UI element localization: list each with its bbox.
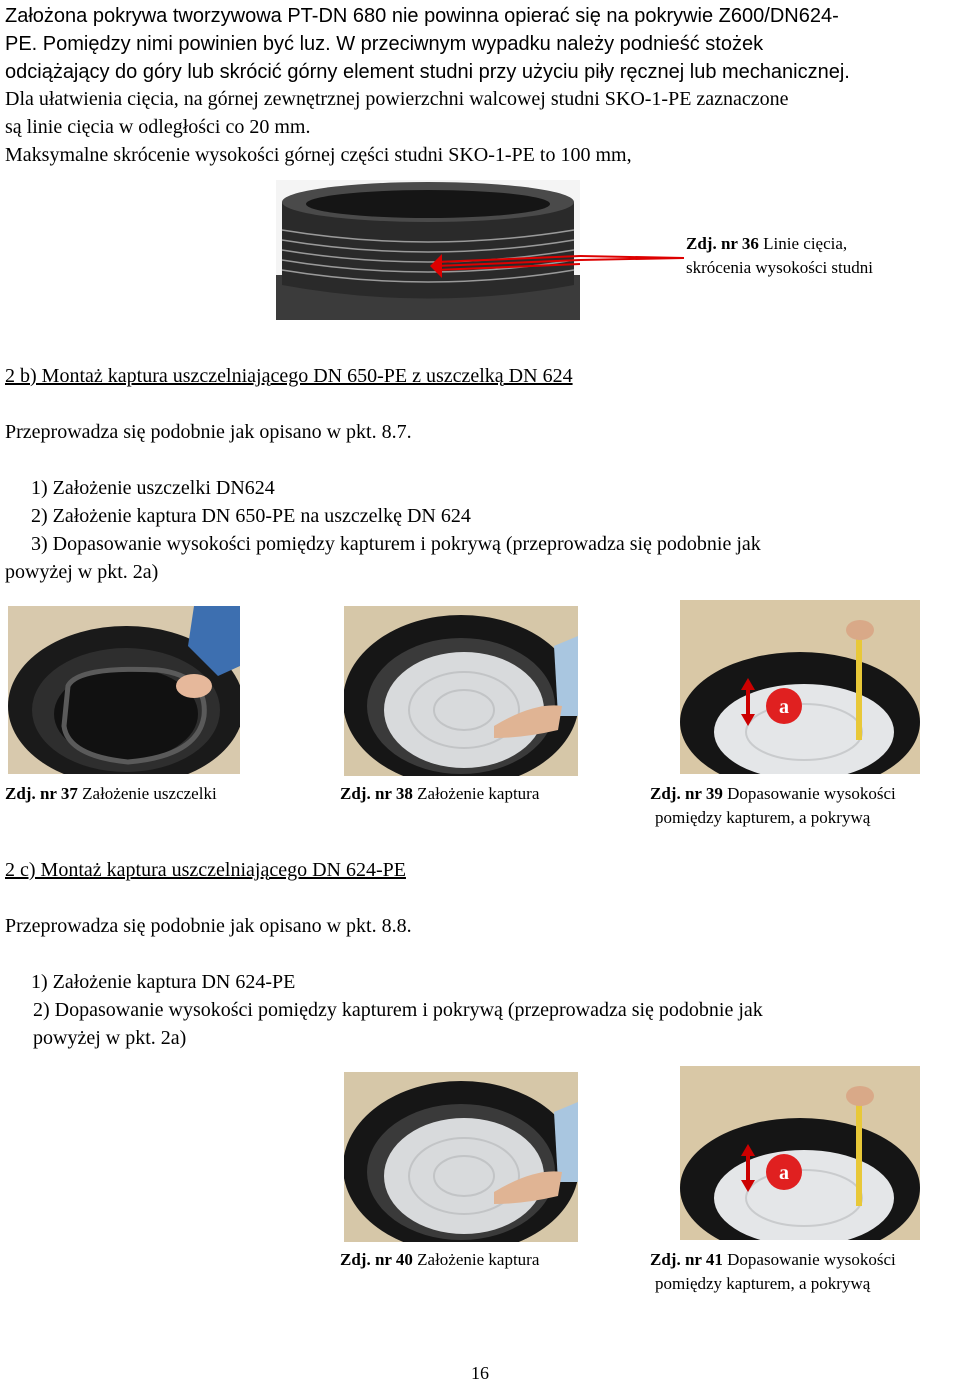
- intro-line-4: Dla ułatwienia cięcia, na górnej zewnętrznej powierzchni walcowej studni SKO-1-PE zaznaczone: [5, 88, 789, 110]
- photo-41-marker: a: [779, 1162, 789, 1184]
- section-c-heading: 2 c) Montaż kaptura uszczelniającego DN 624-PE: [5, 859, 406, 881]
- caption-41-line2: pomiędzy kapturem, a pokrywą: [655, 1274, 871, 1293]
- section-c-step-1: 1) Założenie kaptura DN 624-PE: [31, 971, 296, 993]
- caption-41-number: Zdj. nr 41: [650, 1250, 723, 1269]
- caption-41-text: Dopasowanie wysokości: [722, 1250, 896, 1269]
- caption-39-text: Dopasowanie wysokości: [722, 784, 896, 803]
- caption-36-line2: skrócenia wysokości studni: [686, 258, 873, 277]
- caption-37-text: Założenie uszczelki: [77, 784, 217, 803]
- section-b-step-3: 3) Dopasowanie wysokości pomiędzy kapturem i pokrywą (przeprowadza się podobnie jak: [31, 533, 761, 555]
- intro-line-2: PE. Pomiędzy nimi powinien być luz. W przeciwnym wypadku należy podnieść stożek: [5, 33, 764, 55]
- caption-37-number: Zdj. nr 37: [5, 784, 78, 803]
- intro-line-1: Założona pokrywa tworzywowa PT-DN 680 nie powinna opierać się na pokrywie Z600/DN624-: [5, 5, 839, 27]
- caption-39: [650, 782, 955, 830]
- intro-line-6: Maksymalne skrócenie wysokości górnej części studni SKO-1-PE to 100 mm,: [5, 144, 632, 166]
- intro-line-3: odciążający do góry lub skrócić górny element studni przy użyciu piły ręcznej lub mechanicznej.: [5, 61, 850, 83]
- caption-40: [340, 1248, 640, 1272]
- caption-37: [5, 782, 335, 806]
- caption-38-text: Założenie kaptura: [412, 784, 540, 803]
- photo-37-gasket: [8, 606, 240, 774]
- caption-38-number: Zdj. nr 38: [340, 784, 413, 803]
- photo-39-marker: a: [779, 696, 789, 718]
- section-c-step-2-cont: powyżej w pkt. 2a): [33, 1027, 187, 1049]
- caption-40-text: Założenie kaptura: [412, 1250, 540, 1269]
- section-c-text: Przeprowadza się podobnie jak opisano w pkt. 8.8.: [5, 915, 412, 937]
- section-c-step-2: 2) Dopasowanie wysokości pomiędzy kapturem i pokrywą (przeprowadza się podobnie jak: [33, 999, 763, 1021]
- caption-40-number: Zdj. nr 40: [340, 1250, 413, 1269]
- section-b-step-1: 1) Założenie uszczelki DN624: [31, 477, 275, 499]
- section-b-heading: 2 b) Montaż kaptura uszczelniającego DN 650-PE z uszczelką DN 624: [5, 365, 573, 387]
- page-number: 16: [471, 1363, 489, 1383]
- section-b-step-3-cont: powyżej w pkt. 2a): [5, 561, 159, 583]
- photo-36-cut-lines: [276, 180, 580, 320]
- photo-39-height-fit: [680, 600, 920, 774]
- section-b-step-2: 2) Założenie kaptura DN 650-PE na uszczelkę DN 624: [31, 505, 471, 527]
- intro-line-5: są linie cięcia w odległości co 20 mm.: [5, 116, 311, 138]
- caption-39-number: Zdj. nr 39: [650, 784, 723, 803]
- caption-38: [340, 782, 640, 806]
- section-b-text: Przeprowadza się podobnie jak opisano w pkt. 8.7.: [5, 421, 412, 443]
- photo-41-height-fit: [680, 1066, 920, 1240]
- photo-38-cap: [344, 606, 578, 776]
- caption-36: [686, 232, 956, 280]
- caption-36-text: Linie cięcia,: [758, 234, 848, 253]
- cut-line-pointer: [580, 254, 685, 260]
- caption-36-number: Zdj. nr 36: [686, 234, 759, 253]
- caption-41: [650, 1248, 955, 1296]
- photo-40-cap: [344, 1072, 578, 1242]
- caption-39-line2: pomiędzy kapturem, a pokrywą: [655, 808, 871, 827]
